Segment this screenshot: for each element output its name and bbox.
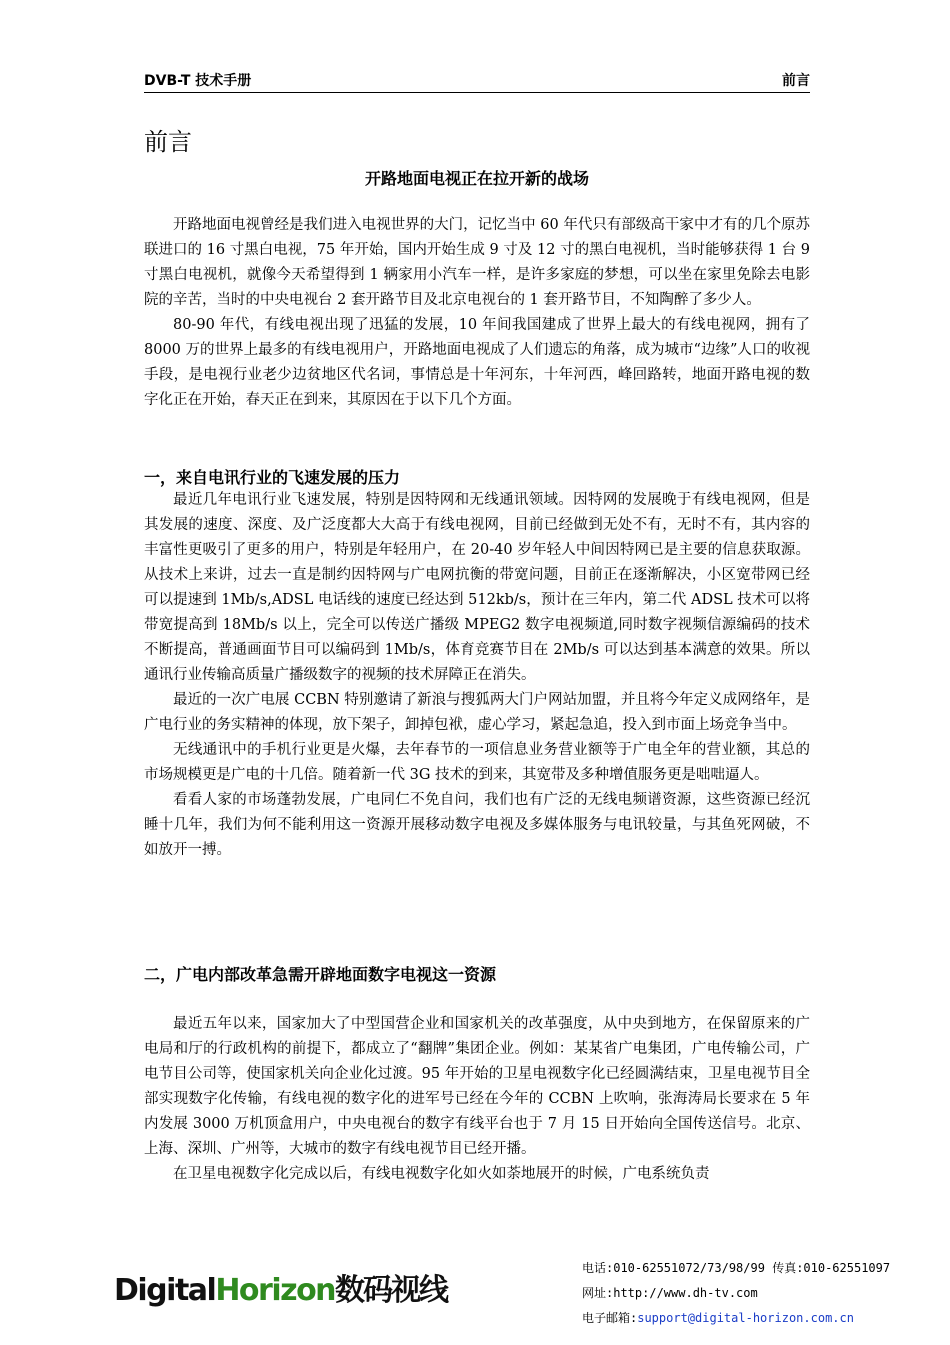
page-title: 前言 bbox=[144, 128, 192, 156]
section-2-text bbox=[144, 1012, 810, 1187]
paragraph: 看看人家的市场蓬勃发展，广电同仁不免自问，我们也有广泛的无线电频谱资源，这些资源已经沉睡十几年，我们为何不能利用这一资源开展移动数字电视及多媒体服务与电讯较量，与其鱼死网破，不如放开一搏。 bbox=[144, 792, 810, 858]
contact-fax: 传真:010-62551097 bbox=[772, 1261, 891, 1275]
contact-phone: 电话:010-62551072/73/98/99 bbox=[582, 1261, 765, 1275]
contact-email-line bbox=[582, 1306, 902, 1331]
page-header bbox=[144, 68, 810, 93]
header-manual-title: DVB-T 技术手册 bbox=[144, 73, 252, 89]
section-heading-2: 二，广电内部改革急需开辟地面数字电视这一资源 bbox=[144, 965, 497, 984]
contact-email-label: 电子邮箱: bbox=[582, 1311, 638, 1325]
paragraph: 在卫星电视数字化完成以后，有线电视数字化如火如荼地展开的时候，广电系统负责 bbox=[173, 1166, 710, 1182]
contact-phone-line bbox=[582, 1256, 902, 1281]
logo-chinese: 数码视线 bbox=[335, 1273, 448, 1308]
paragraph: 开路地面电视曾经是我们进入电视世界的大门，记忆当中 60 年代只有部级高干家中才有的几个原苏联进口的 16 寸黑白电视，75 年开始，国内开始生成 9 寸及 12 寸的黑白电视机，当时能够获得 1 台 9 寸黑白电视机，就像今天希望得到 1 辆家用小汽车一样，是许多家庭的梦想，可以坐在家里免除去电影院的辛苦，当时的中央电视台 2 套开路节目及北京电视台的 1 套开路节目，不知陶醉了多少人。 bbox=[144, 217, 810, 308]
paragraph: 最近五年以来，国家加大了中型国营企业和国家机关的改革强度，从中央到地方，在保留原来的广电局和厅的行政机构的前提下，都成立了“翻牌”集团企业。例如：某某省广电集团，广电传输公司，广电节目公司等，使国家机关向企业化过渡。95 年开始的卫星电视数字化已经圆满结束，卫星电视节目全部实现数字化传输，有线电视的数字化的进军号已经在今年的 CCBN 上吹响，张海涛局长要求在 5 年内发展 3000 万机顶盒用户，中央电视台的数字有线平台也于 7 月 15 日开始向全国传送信号。北京、上海、深圳、广州等，大城市的数字有线电视节目已经开播。 bbox=[144, 1016, 810, 1157]
contact-website[interactable]: 网址:http://www.dh-tv.com bbox=[582, 1286, 758, 1300]
paragraph: 最近的一次广电展 CCBN 特别邀请了新浪与搜狐两大门户网站加盟，并且将今年定义成网络年，是广电行业的务实精神的体现，放下架子，卸掉包袱，虚心学习，紧起急追，投入到市面上场竞争当中。 bbox=[144, 692, 810, 733]
paragraph: 最近几年电讯行业飞速发展，特别是因特网和无线通讯领域。因特网的发展晚于有线电视网，但是其发展的速度、深度、及广泛度都大大高于有线电视网，目前已经做到无处不有，无时不有，其内容的丰富性更吸引了更多的用户，特别是年轻用户，在 20-40 岁年轻人中间因特网已是主要的信息获取源。从技术上来讲，过去一直是制约因特网与广电网抗衡的带宽问题，目前正在逐渐解决，小区宽带网已经可以提速到 1Mb/s,ADSL 电话线的速度已经达到 512kb/s，预计在三年内，第二代 ADSL 技术可以将带宽提高到 18Mb/s 以上，完全可以传送广播级 MPEG2 数字电视频道,同时数字视频信源编码的技术不断提高，普通画面节目可以编码到 1Mb/s，体育竞赛节目在 2Mb/s 可以达到基本满意的效果。所以通讯行业传输高质量广播级数字的视频的技术屏障正在消失。 bbox=[144, 492, 810, 683]
section-1-text bbox=[144, 488, 810, 863]
paragraph: 80-90 年代，有线电视出现了迅猛的发展，10 年间我国建成了世界上最大的有线电视网，拥有了 8000 万的世界上最多的有线电视用户，开路地面电视成了人们遗忘的角落，成为城市“边缘”人口的收视手段，是电视行业老少边贫地区代名词，事情总是十年河东，十年河西，峰回路转，地面开路电视的数字化正在开始，春天正在到来，其原因在于以下几个方面。 bbox=[144, 317, 810, 408]
logo-horizon: Horizon bbox=[215, 1273, 336, 1308]
footer-contact bbox=[582, 1256, 902, 1331]
section-heading-1: 一，来自电讯行业的飞速发展的压力 bbox=[144, 468, 401, 487]
paragraph: 无线通讯中的手机行业更是火爆，去年春节的一项信息业务营业额等于广电全年的营业额，其总的市场规模更是广电的十几倍。随着新一代 3G 技术的到来，其宽带及多种增值服务更是咄咄逼人。 bbox=[144, 742, 810, 783]
logo-digital: Digital bbox=[114, 1273, 216, 1308]
digital-horizon-logo bbox=[114, 1265, 447, 1309]
contact-email-link[interactable]: support@digital-horizon.com.cn bbox=[637, 1311, 854, 1325]
header-section-name: 前言 bbox=[782, 73, 810, 89]
article-subtitle: 开路地面电视正在拉开新的战场 bbox=[364, 169, 589, 188]
intro-text bbox=[144, 213, 810, 413]
